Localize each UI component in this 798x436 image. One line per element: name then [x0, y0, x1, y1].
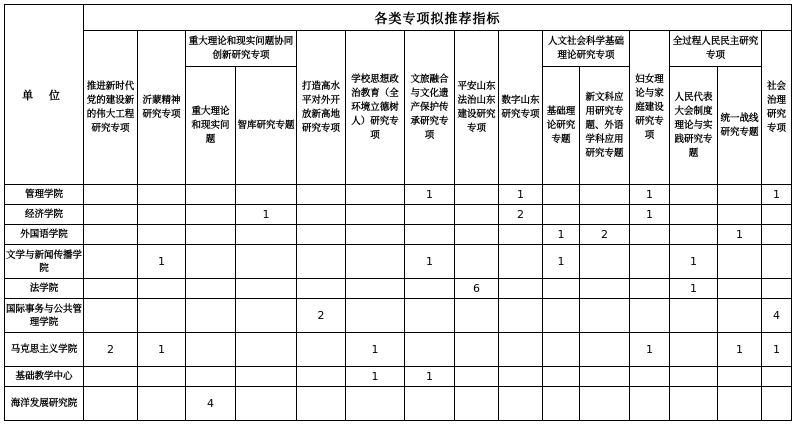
quota-cell: [297, 333, 346, 367]
group-header-row: [5, 31, 792, 67]
quota-cell: [186, 185, 236, 205]
quota-cell: [405, 333, 455, 367]
quota-cell: [297, 185, 346, 205]
quota-cell: [762, 225, 792, 245]
table-row: [5, 299, 792, 333]
quota-cell: [346, 299, 405, 333]
quota-cell: [405, 279, 455, 299]
col-header-major-issues: 重大理论和现实问题: [186, 67, 236, 185]
col-header-party-building: 推进新时代党的建设新的伟大工程研究专项: [84, 31, 138, 185]
quota-cell: [580, 279, 630, 299]
quota-cell: [84, 279, 138, 299]
quota-cell: 1: [405, 367, 455, 387]
quota-cell: [455, 205, 499, 225]
col-header-rule-of-law: 平安山东法治山东建设研究专项: [455, 31, 499, 185]
quota-cell: [762, 245, 792, 279]
quota-cell: [543, 185, 580, 205]
quota-cell: [499, 299, 543, 333]
quota-cell: 1: [670, 245, 718, 279]
quota-cell: [186, 279, 236, 299]
quota-cell: 1: [346, 333, 405, 367]
quota-cell: 1: [630, 205, 670, 225]
quota-cell: [455, 367, 499, 387]
quota-cell: [718, 387, 762, 421]
quota-cell: [236, 333, 297, 367]
quota-cell: [84, 387, 138, 421]
quota-cell: [186, 225, 236, 245]
quota-cell: [236, 225, 297, 245]
col-header-ideological-education: 学校思想政治教育（全环境立德树人）研究专项: [346, 31, 405, 185]
quota-cell: [499, 387, 543, 421]
quota-cell: [580, 333, 630, 367]
quota-cell: [236, 245, 297, 279]
quota-cell: [455, 387, 499, 421]
quota-cell: [297, 387, 346, 421]
quota-cell: [186, 299, 236, 333]
quota-cell: [670, 299, 718, 333]
col-header-new-liberal-arts: 新文科应用研究专题、外语学科应用研究专题: [580, 67, 630, 185]
unit-header: 单 位: [5, 5, 84, 185]
quota-cell: [346, 205, 405, 225]
quota-cell: [718, 367, 762, 387]
col-header-culture-tourism: 文旅融合与文化遗产保护传承研究专项: [405, 31, 455, 185]
group-header-humanities: 人文社会科学基础理论研究专项: [543, 31, 630, 67]
quota-cell: [84, 185, 138, 205]
quota-cell: 2: [297, 299, 346, 333]
quota-cell: [346, 245, 405, 279]
quota-cell: [718, 299, 762, 333]
quota-cell: [405, 299, 455, 333]
unit-name-cell: 国际事务与公共管理学院: [5, 299, 84, 333]
quota-cell: [718, 185, 762, 205]
quota-cell: [84, 225, 138, 245]
quota-cell: [455, 333, 499, 367]
table-row: [5, 387, 792, 421]
unit-name-cell: 基础教学中心: [5, 367, 84, 387]
quota-cell: 1: [405, 185, 455, 205]
quota-cell: [630, 225, 670, 245]
quota-cell: [186, 367, 236, 387]
quota-cell: [236, 387, 297, 421]
quota-cell: [580, 205, 630, 225]
quota-cell: [84, 299, 138, 333]
quota-cell: [543, 387, 580, 421]
col-header-women-family: 妇女理论与家庭建设研究专项: [630, 31, 670, 185]
quota-cell: [186, 333, 236, 367]
quota-cell: [186, 205, 236, 225]
quota-cell: [138, 225, 186, 245]
quota-cell: [670, 367, 718, 387]
quota-cell: [543, 299, 580, 333]
quota-cell: [499, 225, 543, 245]
table-row: [5, 205, 792, 225]
table-row: [5, 245, 792, 279]
quota-cell: [405, 387, 455, 421]
quota-cell: [455, 185, 499, 205]
quota-cell: 1: [718, 333, 762, 367]
quota-cell: [762, 205, 792, 225]
quota-cell: [762, 279, 792, 299]
quota-cell: 1: [762, 333, 792, 367]
quota-cell: [630, 367, 670, 387]
quota-cell: [630, 245, 670, 279]
quota-cell: [718, 205, 762, 225]
table-row: [5, 333, 792, 367]
col-header-digital-shandong: 数字山东研究专项: [499, 31, 543, 185]
quota-cell: [455, 225, 499, 245]
quota-cell: [138, 279, 186, 299]
quota-cell: [580, 367, 630, 387]
quota-cell: [84, 205, 138, 225]
quota-cell: [346, 225, 405, 245]
quota-cell: 1: [499, 185, 543, 205]
quota-cell: [138, 367, 186, 387]
title-row: [5, 5, 792, 31]
quota-cell: 1: [630, 333, 670, 367]
col-header-opening-up: 打造高水平对外开放新高地研究专项: [297, 31, 346, 185]
quota-cell: 6: [455, 279, 499, 299]
quota-cell: [138, 387, 186, 421]
quota-cell: [718, 279, 762, 299]
quota-cell: 1: [236, 205, 297, 225]
quota-cell: 1: [543, 225, 580, 245]
unit-name-cell: 文学与新闻传播学院: [5, 245, 84, 279]
quota-cell: [670, 225, 718, 245]
quota-cell: [346, 279, 405, 299]
quota-cell: 1: [543, 245, 580, 279]
quota-cell: [138, 205, 186, 225]
quota-cell: 1: [346, 367, 405, 387]
quota-cell: [297, 279, 346, 299]
quota-cell: 1: [718, 225, 762, 245]
quota-cell: [543, 279, 580, 299]
quota-cell: [630, 299, 670, 333]
quota-cell: 2: [84, 333, 138, 367]
quota-cell: 1: [670, 279, 718, 299]
quota-cell: [84, 367, 138, 387]
quota-cell: [670, 205, 718, 225]
quota-cell: 2: [499, 205, 543, 225]
quota-cell: [580, 387, 630, 421]
quota-cell: [499, 279, 543, 299]
quota-cell: 1: [762, 185, 792, 205]
quota-cell: [670, 387, 718, 421]
quota-cell: [297, 367, 346, 387]
data-rows: [5, 185, 792, 421]
table-row: [5, 225, 792, 245]
quota-cell: [670, 185, 718, 205]
quota-cell: [405, 225, 455, 245]
quota-cell: [499, 333, 543, 367]
quota-cell: [84, 245, 138, 279]
quota-cell: [236, 299, 297, 333]
quota-cell: [297, 205, 346, 225]
quota-cell: [186, 245, 236, 279]
quota-cell: 1: [405, 245, 455, 279]
unit-name-cell: 马克思主义学院: [5, 333, 84, 367]
quota-cell: 1: [138, 333, 186, 367]
quota-cell: [670, 333, 718, 367]
quota-cell: [236, 279, 297, 299]
table-row: [5, 279, 792, 299]
quota-cell: [346, 185, 405, 205]
unit-name-cell: 管理学院: [5, 185, 84, 205]
group-header-peoples-democracy: 全过程人民民主研究专项: [670, 31, 762, 67]
table-row: [5, 185, 792, 205]
quota-cell: 4: [186, 387, 236, 421]
quota-cell: [499, 245, 543, 279]
quota-cell: [580, 245, 630, 279]
quota-cell: 1: [138, 245, 186, 279]
quota-cell: [543, 205, 580, 225]
quota-cell: [236, 367, 297, 387]
quota-cell: [762, 367, 792, 387]
quota-cell: 1: [630, 185, 670, 205]
quota-table: [4, 4, 792, 421]
unit-name-cell: 外国语学院: [5, 225, 84, 245]
quota-cell: [138, 299, 186, 333]
quota-cell: [138, 185, 186, 205]
col-header-think-tank: 智库研究专题: [236, 67, 297, 185]
unit-name-cell: 海洋发展研究院: [5, 387, 84, 421]
quota-cell: [543, 333, 580, 367]
unit-name-cell: 经济学院: [5, 205, 84, 225]
table-title: 各类专项拟推荐指标: [84, 5, 792, 31]
quota-cell: [346, 387, 405, 421]
col-header-united-front: 统一战线研究专题: [718, 67, 762, 185]
table-row: [5, 367, 792, 387]
quota-cell: [455, 245, 499, 279]
group-header-major-theory: 重大理论和现实问题协同创新研究专项: [186, 31, 297, 67]
quota-cell: [630, 387, 670, 421]
quota-cell: [455, 299, 499, 333]
quota-cell: [580, 299, 630, 333]
quota-cell: 4: [762, 299, 792, 333]
col-header-yimeng-spirit: 沂蒙精神研究专项: [138, 31, 186, 185]
quota-cell: [499, 367, 543, 387]
col-header-social-governance: 社会治理研究专项: [762, 31, 792, 185]
quota-cell: [630, 279, 670, 299]
quota-cell: [762, 387, 792, 421]
col-header-basic-theory: 基础理论研究专题: [543, 67, 580, 185]
unit-name-cell: 法学院: [5, 279, 84, 299]
quota-cell: [405, 205, 455, 225]
quota-cell: [718, 245, 762, 279]
quota-cell: [236, 185, 297, 205]
quota-cell: [580, 185, 630, 205]
col-header-peoples-congress: 人民代表大会制度理论与实践研究专题: [670, 67, 718, 185]
quota-cell: 2: [580, 225, 630, 245]
quota-cell: [543, 367, 580, 387]
quota-cell: [297, 225, 346, 245]
quota-cell: [297, 245, 346, 279]
